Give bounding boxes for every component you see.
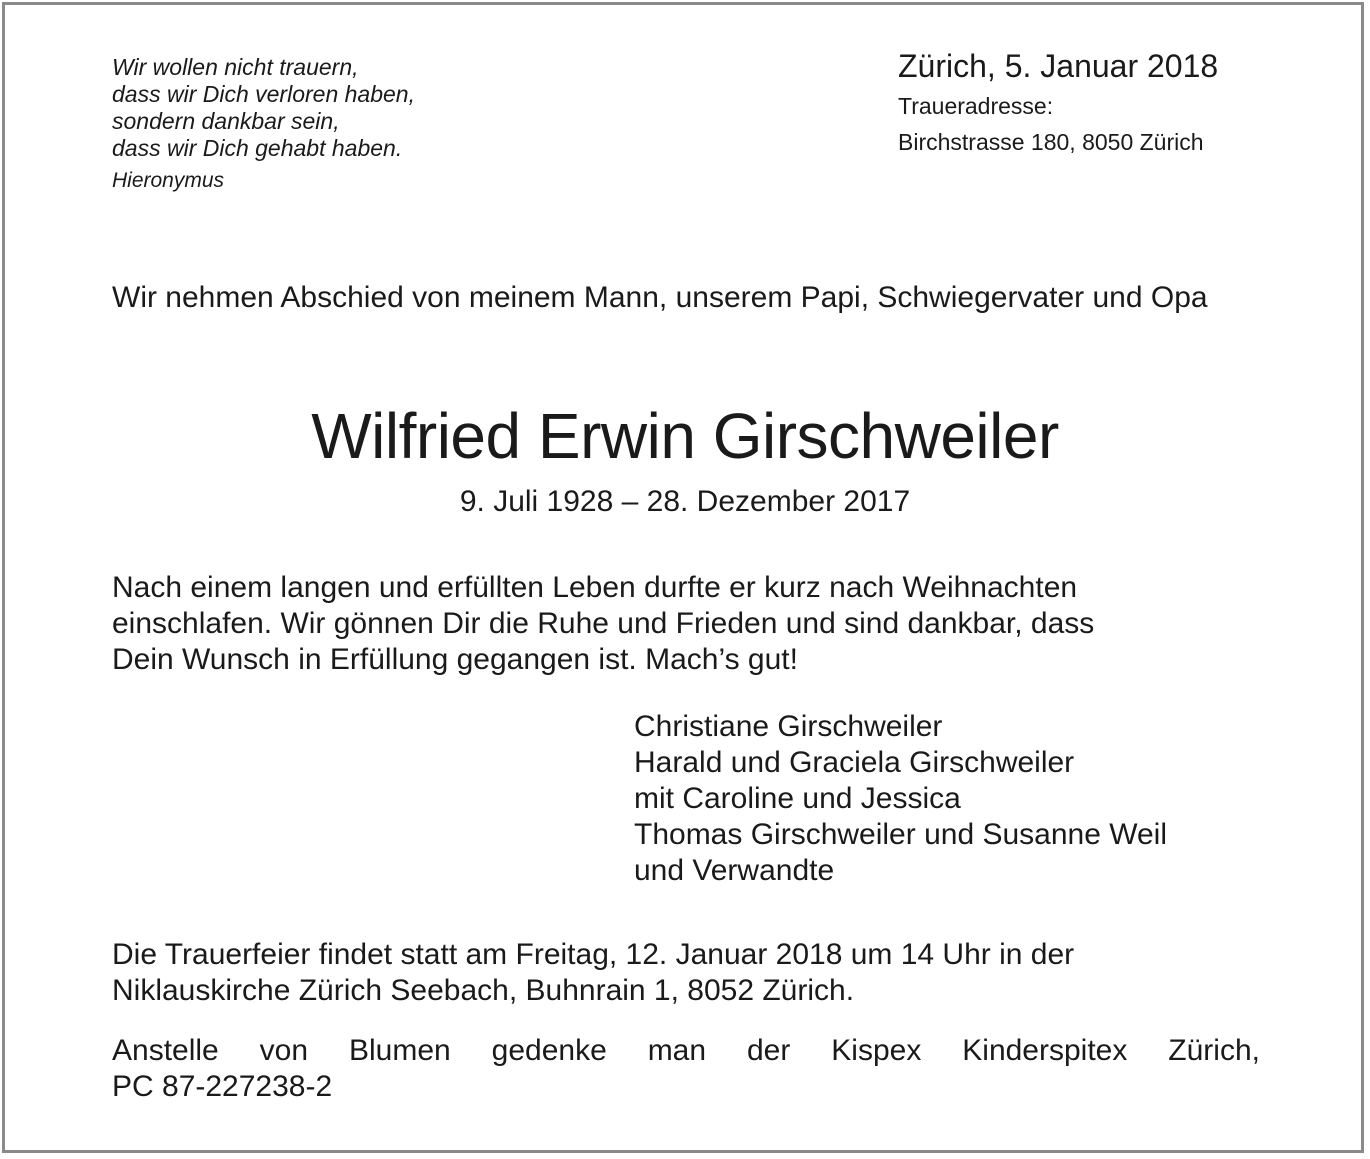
message-line: Nach einem langen und erfüllten Leben durfte er kurz nach Weihnachten: [112, 571, 1078, 604]
donation-note: [112, 1033, 1260, 1105]
donation-word: von: [259, 1034, 309, 1067]
quote-line: dass wir Dich verloren haben,: [112, 81, 415, 107]
epigraph-quote: [112, 54, 415, 194]
funeral-ceremony-info: [112, 937, 1262, 1009]
donation-word: Blumen: [348, 1034, 451, 1067]
bereaved-family-list: [634, 709, 1167, 889]
family-member: und Verwandte: [634, 854, 835, 887]
quote-line: sondern dankbar sein,: [112, 108, 340, 134]
donation-word: Anstelle: [112, 1034, 219, 1067]
donation-word: Zürich,: [1168, 1034, 1260, 1067]
place-date-block: [898, 46, 1268, 158]
donation-word: der: [746, 1034, 791, 1067]
donation-word: gedenke: [491, 1034, 607, 1067]
donation-first-line: [112, 1033, 1260, 1069]
ceremony-line: Niklauskirche Zürich Seebach, Buhnrain 1, 8052 Zürich.: [112, 974, 855, 1007]
donation-word: Kispex: [831, 1034, 922, 1067]
message-line: Dein Wunsch in Erfüllung gegangen ist. Mach’s gut!: [112, 643, 798, 676]
mourning-address: Birchstrasse 180, 8050 Zürich: [898, 129, 1204, 155]
quote-author: Hieronymus: [112, 169, 225, 192]
mourning-address-label: Traueradresse:: [898, 93, 1054, 119]
message-line: einschlafen. Wir gönnen Dir die Ruhe und Frieden und sind dankbar, dass: [112, 607, 1095, 640]
quote-line: dass wir Dich gehabt haben.: [112, 135, 403, 161]
farewell-message: [112, 570, 1262, 678]
life-dates: 9. Juli 1928 – 28. Dezember 2017: [459, 485, 911, 518]
deceased-name: Wilfried Erwin Girschweiler: [311, 400, 1059, 472]
ceremony-line: Die Trauerfeier findet statt am Freitag, 12. Januar 2018 um 14 Uhr in der: [112, 938, 1075, 971]
place-date: Zürich, 5. Januar 2018: [898, 48, 1219, 84]
family-member: mit Caroline und Jessica: [634, 782, 961, 815]
family-member: Harald und Graciela Girschweiler: [634, 746, 1075, 779]
donation-word: man: [647, 1034, 707, 1067]
quote-line: Wir wollen nicht trauern,: [112, 54, 359, 80]
donation-account: PC 87-227238-2: [112, 1070, 333, 1103]
farewell-intro: Wir nehmen Abschied von meinem Mann, unserem Papi, Schwiegervater und Opa: [112, 281, 1208, 314]
donation-word: Kinderspitex: [962, 1034, 1128, 1067]
family-member: Christiane Girschweiler: [634, 710, 943, 743]
family-member: Thomas Girschweiler und Susanne Weil: [634, 818, 1168, 851]
